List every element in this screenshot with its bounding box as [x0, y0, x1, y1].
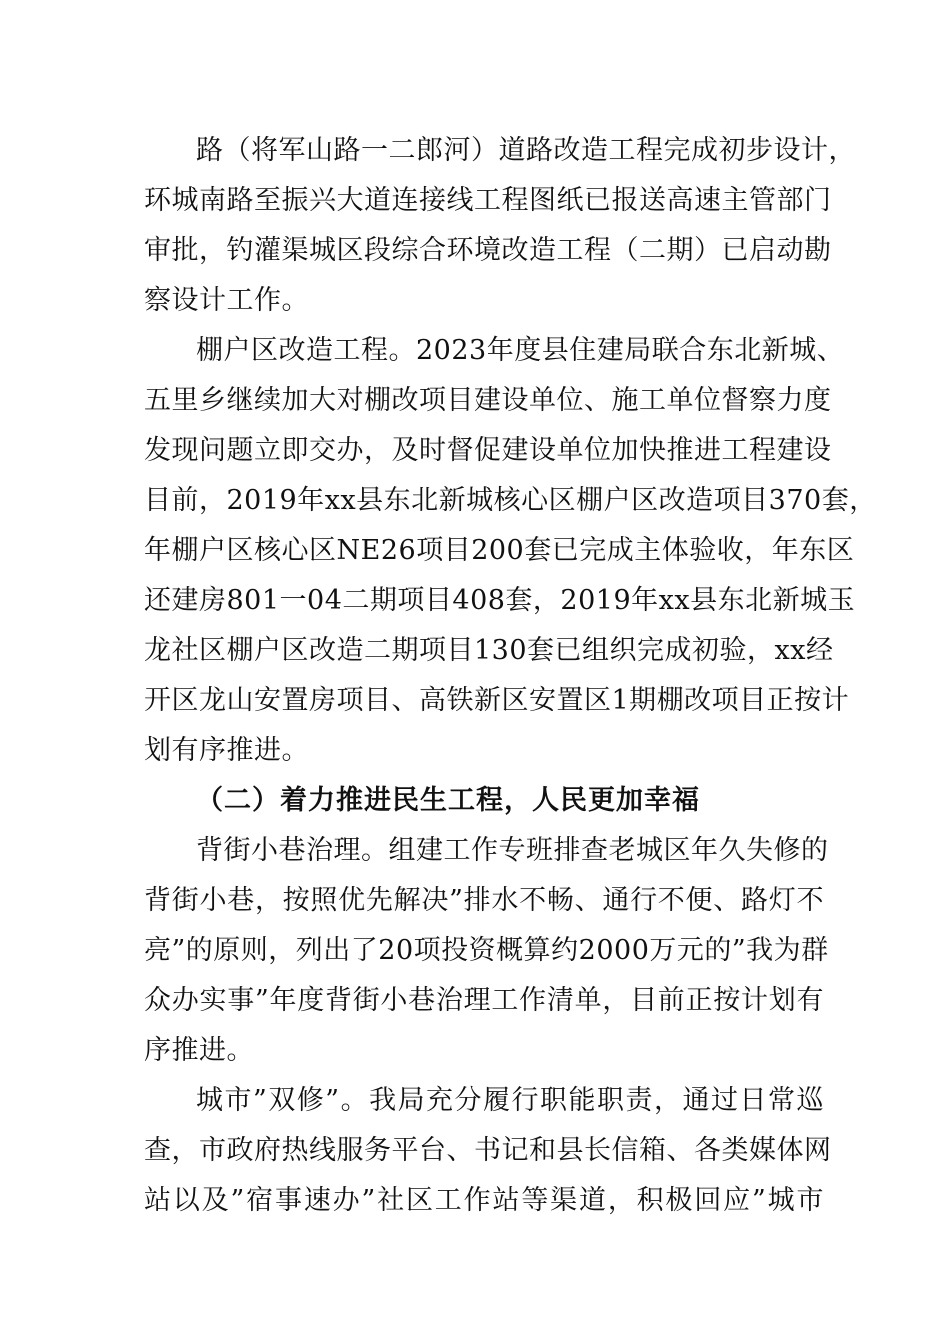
text-line: 还建房801一04二期项目408套，2019年xx县东北新城玉 — [144, 585, 856, 616]
text-line: 环城南路至振兴大道连接线工程图纸已报送高速主管部门 — [144, 185, 832, 216]
text-line: 背街小巷治理。组建工作专班排查老城区年久失修的 — [196, 835, 829, 866]
text-line: 棚户区改造工程。2023年度县住建局联合东北新城、 — [196, 335, 845, 366]
text-line: 察设计工作。 — [144, 285, 309, 316]
text-line: 目前，2019年xx县东北新城核心区棚户区改造项目370套， — [144, 485, 877, 516]
text-line: 审批，钓灌渠城区段综合环境改造工程（二期）已启动勘 — [144, 235, 832, 266]
text-line: 背街小巷，按照优先解决”排水不畅、通行不便、路灯不 — [144, 885, 824, 916]
text-line: 亮”的原则，列出了20项投资概算约2000万元的”我为群 — [144, 935, 829, 966]
text-line: 众办实事”年度背街小巷治理工作清单，目前正按计划有 — [144, 985, 824, 1016]
text-line: 城市”双修”。我局充分履行职能职责，通过日常巡 — [196, 1085, 824, 1116]
text-line: 五里乡继续加大对棚改项目建设单位、施工单位督察力度 — [144, 385, 832, 416]
text-line: 发现问题立即交办，及时督促建设单位加快推进工程建设 — [144, 435, 832, 466]
text-line: 划有序推进。 — [144, 735, 309, 766]
text-line: 龙社区棚户区改造二期项目130套已组织完成初验，xx经 — [144, 635, 834, 666]
text-line: 年棚户区核心区NE26项目200套已完成主体验收，年东区 — [144, 535, 855, 566]
text-line: 序推进。 — [144, 1035, 254, 1066]
section-heading: （二）着力推进民生工程，人民更加幸福 — [196, 785, 700, 816]
text-line: 开区龙山安置房项目、高铁新区安置区1期棚改项目正按计 — [144, 685, 850, 716]
text-line: 站以及”宿事速办”社区工作站等渠道，积极回应”城市 — [144, 1185, 824, 1216]
text-line: 查，市政府热线服务平台、书记和县长信箱、各类媒体网 — [144, 1135, 832, 1166]
text-line: 路（将军山路一二郎河）道路改造工程完成初步设计， — [196, 135, 856, 166]
